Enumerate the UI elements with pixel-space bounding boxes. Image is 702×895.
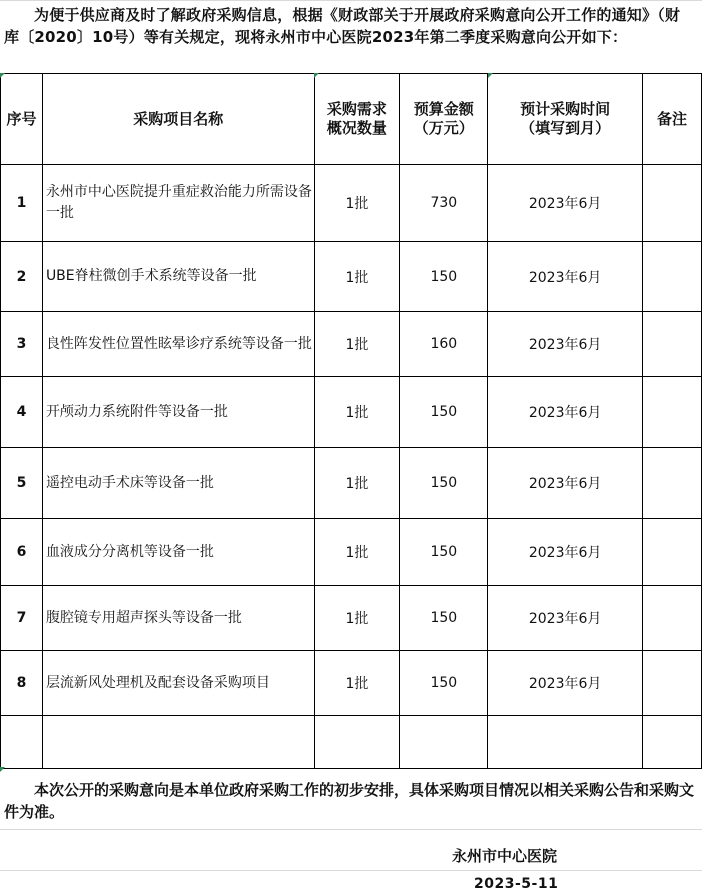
row-qty: 1批 bbox=[314, 519, 400, 586]
row-qty: 1批 bbox=[314, 586, 400, 651]
row-qty: 1批 bbox=[314, 651, 400, 716]
table-row-empty bbox=[1, 716, 702, 769]
table-header-row bbox=[1, 74, 702, 165]
row-seq: 7 bbox=[1, 586, 43, 651]
row-name: 开颅动力系统附件等设备一批 bbox=[42, 377, 314, 448]
row-budget: 730 bbox=[400, 165, 488, 242]
row-qty: 1批 bbox=[314, 377, 400, 448]
row-seq: 4 bbox=[1, 377, 43, 448]
procurement-table bbox=[0, 73, 702, 769]
row-qty: 1批 bbox=[314, 242, 400, 312]
row-time: 2023年6月 bbox=[488, 651, 643, 716]
row-seq: 2 bbox=[1, 242, 43, 312]
row-budget: 150 bbox=[400, 448, 488, 519]
header-budget-line2: （万元） bbox=[413, 119, 474, 137]
row-name: 层流新风处理机及配套设备采购项目 bbox=[42, 651, 314, 716]
row-name: UBE脊柱微创手术系统等设备一批 bbox=[42, 242, 314, 312]
header-budget-line1: 预算金额 bbox=[413, 100, 474, 118]
row-seq: 8 bbox=[1, 651, 43, 716]
row-time: 2023年6月 bbox=[488, 312, 643, 377]
empty-cell bbox=[488, 716, 643, 769]
row-time: 2023年6月 bbox=[488, 242, 643, 312]
empty-cell bbox=[1, 716, 43, 769]
header-time-line1: 预计采购时间 bbox=[520, 100, 611, 118]
row-budget: 150 bbox=[400, 242, 488, 312]
row-name: 血液成分分离机等设备一批 bbox=[42, 519, 314, 586]
row-budget: 150 bbox=[400, 519, 488, 586]
empty-cell bbox=[400, 716, 488, 769]
row-time: 2023年6月 bbox=[488, 165, 643, 242]
header-time bbox=[488, 74, 643, 165]
row-remark bbox=[643, 242, 702, 312]
table-row bbox=[1, 312, 702, 377]
header-time-line2: （填写到月） bbox=[520, 119, 611, 137]
cell-marker bbox=[0, 767, 5, 772]
intro-paragraph: 为便于供应商及时了解政府采购信息，根据《财政部关于开展政府采购意向公开工作的通知》（财库〔2020〕10号）等有关规定，现将永州市中心医院2023年第二季度采购意向公开如下： bbox=[4, 6, 681, 46]
row-remark bbox=[643, 448, 702, 519]
header-name: 采购项目名称 bbox=[42, 74, 314, 165]
header-qty-line1: 采购需求 bbox=[326, 100, 387, 118]
row-seq: 1 bbox=[1, 165, 43, 242]
row-qty: 1批 bbox=[314, 165, 400, 242]
empty-cell bbox=[314, 716, 400, 769]
row-remark bbox=[643, 519, 702, 586]
row-remark bbox=[643, 377, 702, 448]
table-row bbox=[1, 651, 702, 716]
empty-cell bbox=[643, 716, 702, 769]
row-time: 2023年6月 bbox=[488, 586, 643, 651]
header-qty-line2: 概况数量 bbox=[326, 119, 387, 137]
row-budget: 160 bbox=[400, 312, 488, 377]
table-row bbox=[1, 586, 702, 651]
row-seq: 3 bbox=[1, 312, 43, 377]
header-remark: 备注 bbox=[643, 74, 702, 165]
cell-marker bbox=[488, 73, 493, 78]
row-time: 2023年6月 bbox=[488, 519, 643, 586]
signature-date: 2023-5-11 bbox=[474, 876, 559, 892]
row-qty: 1批 bbox=[314, 448, 400, 519]
row-remark bbox=[643, 312, 702, 377]
row-budget: 150 bbox=[400, 586, 488, 651]
closing-paragraph: 本次公开的采购意向是本单位政府采购工作的初步安排，具体采购项目情况以相关采购公告和采购文件为准。 bbox=[4, 781, 695, 821]
header-budget bbox=[400, 74, 488, 165]
cell-marker bbox=[0, 73, 5, 78]
row-budget: 150 bbox=[400, 377, 488, 448]
grid-line bbox=[0, 829, 702, 830]
row-time: 2023年6月 bbox=[488, 377, 643, 448]
row-remark bbox=[643, 651, 702, 716]
cell-marker bbox=[314, 73, 319, 78]
row-remark bbox=[643, 586, 702, 651]
row-time: 2023年6月 bbox=[488, 448, 643, 519]
table-row bbox=[1, 165, 702, 242]
row-name: 腹腔镜专用超声探头等设备一批 bbox=[42, 586, 314, 651]
row-remark bbox=[643, 165, 702, 242]
header-seq: 序号 bbox=[1, 74, 43, 165]
row-seq: 5 bbox=[1, 448, 43, 519]
header-qty bbox=[314, 74, 400, 165]
row-qty: 1批 bbox=[314, 312, 400, 377]
row-name: 良性阵发性位置性眩晕诊疗系统等设备一批 bbox=[42, 312, 314, 377]
grid-line bbox=[0, 870, 702, 871]
row-budget: 150 bbox=[400, 651, 488, 716]
row-name: 永州市中心医院提升重症救治能力所需设备一批 bbox=[42, 165, 314, 242]
table-row bbox=[1, 448, 702, 519]
row-name: 遥控电动手术床等设备一批 bbox=[42, 448, 314, 519]
row-seq: 6 bbox=[1, 519, 43, 586]
table-row bbox=[1, 242, 702, 312]
table-row bbox=[1, 377, 702, 448]
table-row bbox=[1, 519, 702, 586]
signature-organization: 永州市中心医院 bbox=[452, 847, 558, 865]
empty-cell bbox=[42, 716, 314, 769]
